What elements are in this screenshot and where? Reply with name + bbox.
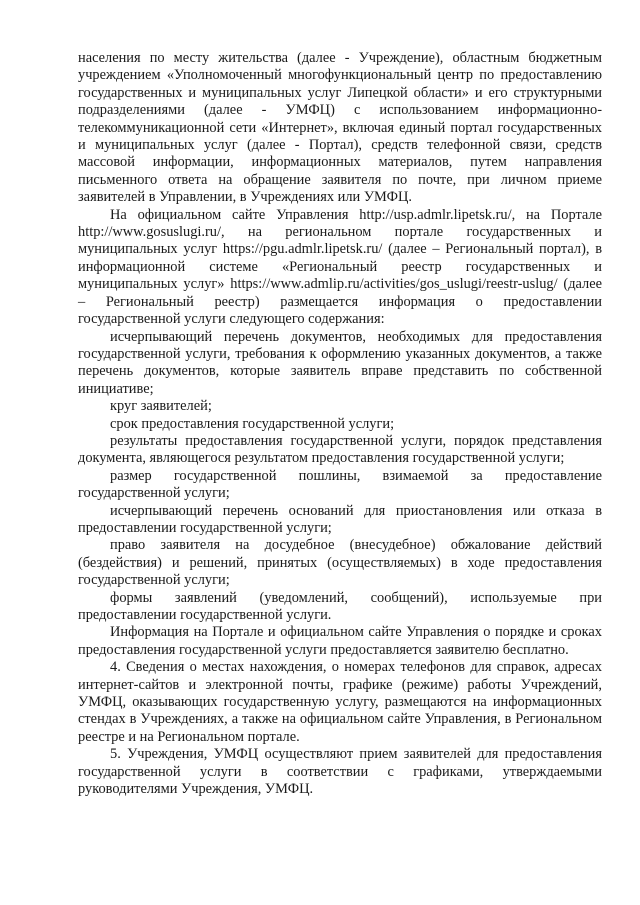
document-page [78, 50, 602, 798]
paragraph-free-info: Информация на Портале и официальном сайте Управления о порядке и сроках предоставления государственной услуги предоставляется заявителю бесплатно. [78, 624, 602, 658]
list-item-documents: исчерпывающий перечень документов, необходимых для предоставления государственной услуги, требования к оформлению указанных документов, а также перечень документов, которые заявитель вправе представить по собственной инициативе; [78, 328, 602, 397]
list-item-applicants: круг заявителей; [110, 398, 212, 415]
list-item-refusal-grounds: исчерпывающий перечень оснований для приостановления или отказа в предоставлении государственной услуги; [78, 502, 602, 536]
list-item-fee: размер государственной пошлины, взимаемой за предоставление государственной услуги; [78, 467, 602, 502]
paragraph-official-sites: На официальном сайте Управления http://usp.admlr.lipetsk.ru/, на Портале http://www.gosuslugi.ru/, на региональном портале государственных и муниципальных услуг https://pgu.admlr.lipetsk.ru/ (далее – Региональный портал), в информационной системе «Региональный реестр государственных и муниципальных услуг» https://www.admlip.ru/activities/gos_uslugi/reestr-uslug/ (далее – Региональный реестр) размещается информация о предоставлении государственной услуги следующего содержания: [78, 206, 602, 328]
list-item-forms: формы заявлений (уведомлений, сообщений), используемые при предоставлении государственной услуги. [78, 589, 602, 623]
paragraph-section-5: 5. Учреждения, УМФЦ осуществляют прием заявителей для предоставления государственной услуги в соответствии с графиками, утверждаемыми руководителями Учреждения, УМФЦ. [78, 746, 602, 798]
list-item-results: результаты предоставления государственной услуги, порядок представления документа, являющегося результатом предоставления государственной услуги; [78, 432, 602, 467]
list-item-appeal-right: право заявителя на досудебное (внесудебное) обжалование действий (бездействия) и решений, принятых (осуществляемых) в ходе предоставления государственной услуги; [78, 537, 602, 589]
list-item-term: срок предоставления государственной услуги; [110, 415, 395, 432]
paragraph-section-4: 4. Сведения о местах нахождения, о номерах телефонов для справок, адресах интернет-сайтов и электронной почты, графике (режиме) работы Учреждений, УМФЦ, оказывающих государственную услугу, размещаются на информационных стендах в Учреждениях, а также на официальном сайте Управления, в Региональном реестре и на Региональном портале. [78, 659, 602, 745]
paragraph-continuation: населения по месту жительства (далее - Учреждение), областным бюджетным учреждением «Уполномоченный многофункциональный центр по предоставлению государственных и муниципальных услуг Липецкой области» и его структурными подразделениями (далее - УМФЦ) с использованием информационно-телекоммуникационной сети «Интернет», включая единый портал государственных и муниципальных услуг (далее - Портал), средств телефонной связи, средств массовой информации, информационных материалов, путем направления письменного ответа на обращение заявителя по почте, при личном приеме заявителей в Управлении, в Учреждениях или УМФЦ. [78, 50, 602, 206]
